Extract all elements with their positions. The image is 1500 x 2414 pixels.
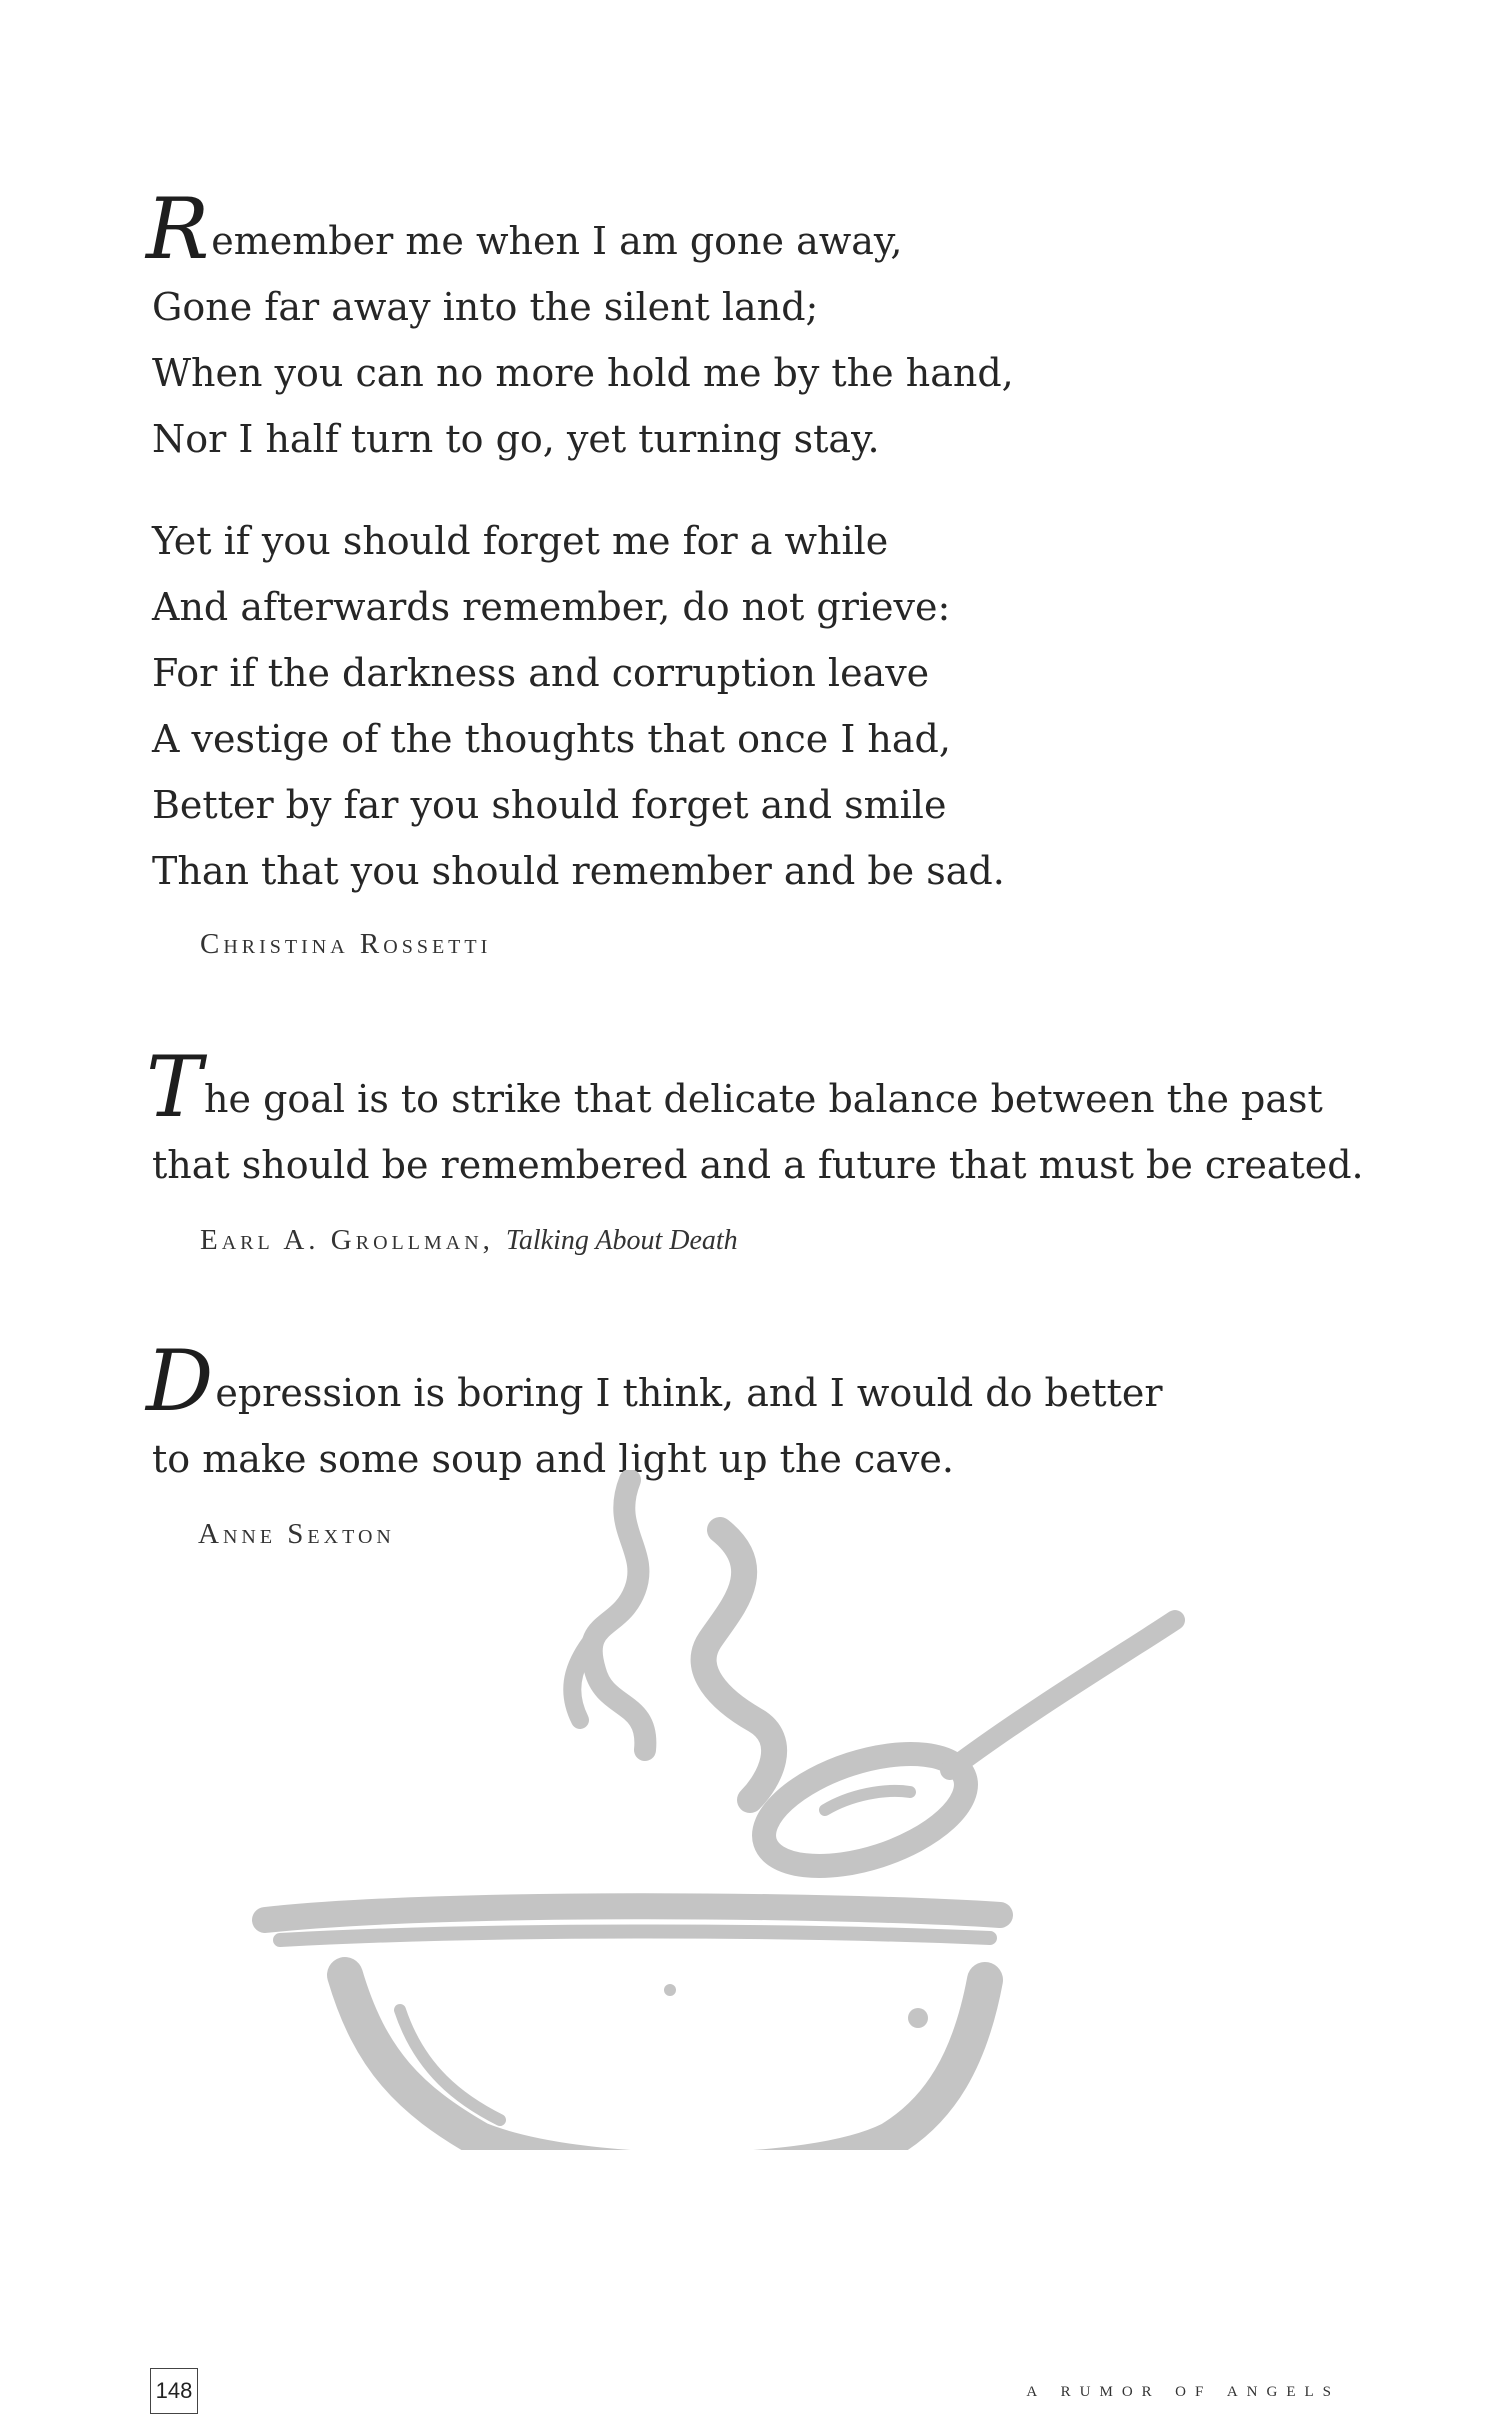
dropcap: D (146, 1332, 214, 1430)
page-number: 148 (150, 2368, 198, 2414)
poem-line: Nor I half turn to go, yet turning stay. (152, 417, 880, 461)
work-title: Talking About Death (505, 1225, 738, 1256)
quote-rossetti (146, 180, 1014, 904)
quote-grollman (146, 1038, 1364, 1198)
quote-first-line: The goal is to strike that delicate balance between the past (146, 1038, 1323, 1136)
poem-first-line: Remember me when I am gone away, (146, 180, 903, 278)
soup-bowl-with-spoon-icon (250, 1470, 1210, 2150)
poem-line: When you can no more hold me by the hand, (152, 351, 1014, 395)
author-name: Earl A. Grollman, (200, 1224, 494, 1256)
poem-line: And afterwards remember, do not grieve: (152, 585, 951, 629)
attribution-sexton: Anne Sexton (198, 1518, 395, 1550)
poem-line: Better by far you should forget and smile (152, 783, 947, 827)
poem-line: For if the darkness and corruption leave (152, 651, 930, 695)
quote-first-line: Depression is boring I think, and I would do better (146, 1332, 1163, 1430)
poem-line: Yet if you should forget me for a while (152, 519, 889, 563)
dropcap: R (146, 180, 210, 278)
stanza-break (152, 472, 1014, 508)
poem-line: A vestige of the thoughts that once I had, (152, 717, 951, 761)
running-title: a rumor of angels (1026, 2376, 1340, 2401)
poem-line: Gone far away into the silent land; (152, 285, 819, 329)
attribution-grollman (200, 1224, 738, 1257)
dropcap: T (146, 1038, 203, 1136)
quote-line: that should be remembered and a future that must be created. (152, 1143, 1364, 1187)
attribution-rossetti: Christina Rossetti (200, 928, 492, 960)
quote-line: to make some soup and light up the cave. (152, 1437, 954, 1481)
poem-line: Than that you should remember and be sad. (152, 849, 1005, 893)
